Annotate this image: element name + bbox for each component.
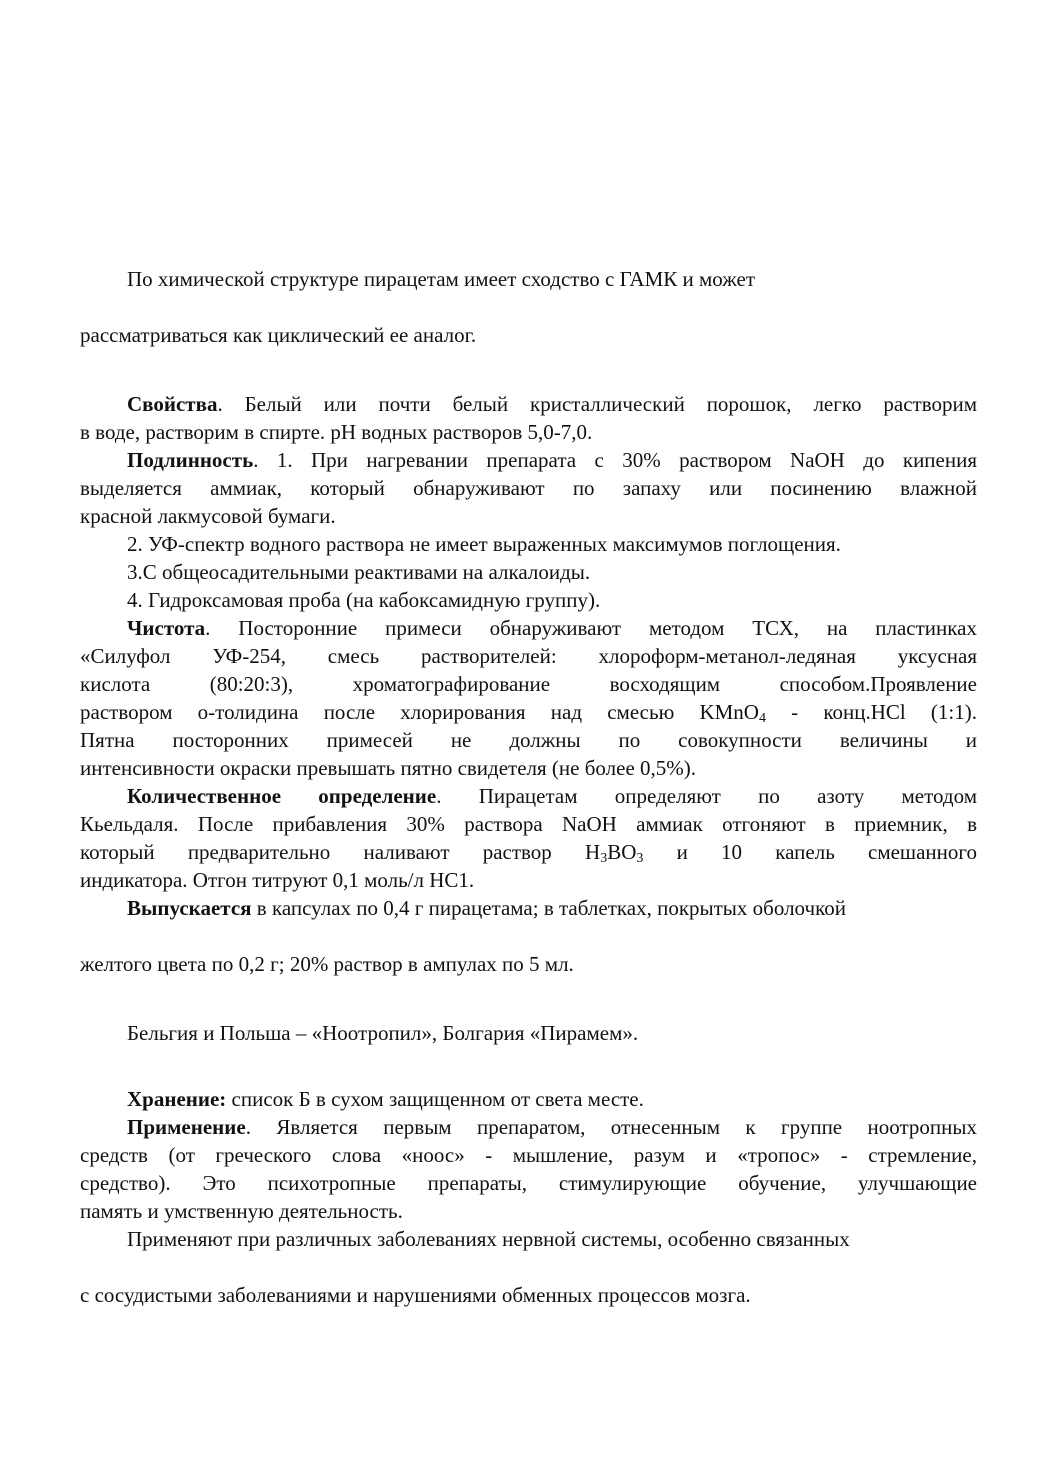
purity-line-2: «Силуфол УФ-254, смесь растворителей: хлороформ-метанол-ледяная уксусная xyxy=(80,644,977,668)
purity-line-1: Чистота. Посторонние примеси обнаруживают методом ТСХ, на пластинках xyxy=(127,616,977,640)
storage-heading: Хранение: xyxy=(127,1087,227,1111)
properties-heading: Свойства xyxy=(127,392,218,416)
identity-line-2: выделяется аммиак, который обнаруживают по запаху или посинению влажной xyxy=(80,476,977,500)
identity-item-3: 3.С общеосадительными реактивами на алкалоиды. xyxy=(127,560,591,584)
use-line-2: средств (от греческого слова «ноос» - мышление, разум и «тропос» - стремление, xyxy=(80,1143,977,1167)
release-line-2: желтого цвета по 0,2 г; 20% раствор в ампулах по 5 мл. xyxy=(80,952,574,976)
assay-heading: Количественное определение xyxy=(127,784,437,808)
assay-line-2: Кьельдаля. После прибавления 30% раствора NaOH аммиак отгоняют в приемник, в xyxy=(80,812,977,836)
assay-line-4: индикатора. Отгон титруют 0,1 моль/л HC1. xyxy=(80,868,475,892)
identity-heading: Подлинность xyxy=(127,448,254,472)
intro-line-1: По химической структуре пирацетам имеет сходство с ГАМК и может xyxy=(127,267,756,291)
purity-line-4: раствором о-толидина после хлорирования над смесью KMnO$_4$ - конц.HCl (1:1). xyxy=(80,700,977,726)
intro-line-2: рассматриваться как циклический ее аналог. xyxy=(80,323,477,347)
purity-line-3: кислота (80:20:3), хроматографирование восходящим способом.Проявление xyxy=(80,672,977,696)
assay-line-3: который предварительно наливают раствор $H_3BO_3$ и 10 капель смешанного xyxy=(80,840,977,866)
use-heading: Применение xyxy=(127,1115,246,1139)
identity-line-1: Подлинность. 1. При нагревании препарата с 30% раствором NaOH до кипения xyxy=(127,448,977,472)
identity-line-3: красной лакмусовой бумаги. xyxy=(80,504,336,528)
purity-line-6: интенсивности окраски превышать пятно свидетеля (не более 0,5%). xyxy=(80,756,697,780)
storage-line: Хранение: список Б в сухом защищенном от света месте. xyxy=(127,1087,644,1111)
purity-heading: Чистота xyxy=(127,616,206,640)
use-line-1: Применение. Является первым препаратом, отнесенным к группе ноотропных xyxy=(127,1115,977,1139)
properties-line-1: Свойства. Белый или почти белый кристаллический порошок, легко растворим xyxy=(127,392,977,416)
release-line-1: Выпускается в капсулах по 0,4 г пирацетама; в таблетках, покрытых оболочкой xyxy=(127,896,846,920)
use-p2-line-2: с сосудистыми заболеваниями и нарушениями обменных процессов мозга. xyxy=(80,1283,751,1307)
release-brands: Бельгия и Польша – «Ноотропил», Болгария «Пирамем». xyxy=(127,1021,639,1045)
identity-item-4: 4. Гидроксамовая проба (на кабоксамидную группу). xyxy=(127,588,601,612)
use-line-4: память и умственную деятельность. xyxy=(80,1199,403,1223)
purity-line-5: Пятна посторонних примесей не должны по совокупности величины и xyxy=(80,728,977,752)
properties-line-2: в воде, растворим в спирте. pH водных растворов 5,0-7,0. xyxy=(80,420,593,444)
use-line-3: средство). Это психотропные препараты, стимулирующие обучение, улучшающие xyxy=(80,1171,977,1195)
identity-item-2: 2. УФ-спектр водного раствора не имеет выраженных максимумов поглощения. xyxy=(127,532,841,556)
use-p2-line-1: Применяют при различных заболеваниях нервной системы, особенно связанных xyxy=(127,1227,850,1251)
assay-line-1: Количественное определение. Пирацетам определяют по азоту методом xyxy=(127,784,977,808)
release-heading: Выпускается xyxy=(127,896,252,920)
